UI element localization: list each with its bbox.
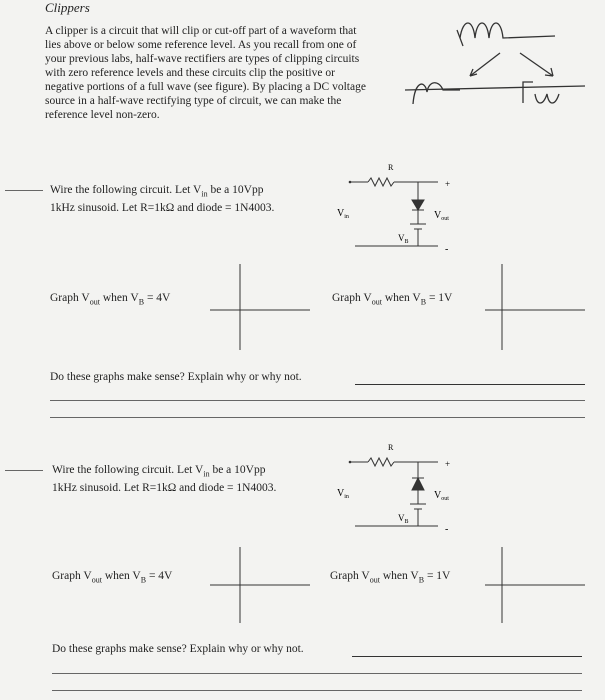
graph-axes-vb-4v-1 [205,262,315,352]
graph-label-vb-1v-1: Graph $V_{out}$ when $V_B = 1V$ [332,292,453,307]
circuit-diagram-2 [330,440,470,535]
question-2: Do these graphs make sense? Explain why or why not. [52,643,304,655]
question-1: Do these graphs make sense? Explain why or why not. [50,371,302,383]
graph-axes-vb-4v-2 [205,545,315,625]
graph-label-vb-1v-2: Graph $V_{out}$ when $V_B = 1V$ [330,570,451,585]
svg-text:-: - [445,524,449,535]
section2-instruction: Wire the following circuit. Let $V_{in}$ be a 10Vpp 1kHz sinusoid. Let R=1kΩ and diode = 1N4003. [52,464,277,495]
intro-paragraph: A clipper is a circuit that will clip or cut-off part of a waveform that lies above or below some reference level. As you recall from one of your previous labs, half-wave rectifiers are types of clipping circuits with zero reference levels and these circuits clip the positive or negative portions of a full wave (see figure). By placing a DC voltage source in a half-wave rectifying type of circuit, we can make the reference level non-zero. [45,25,366,121]
page-title: Clippers [45,0,90,15]
graph-label-vb-4v-2: Graph $V_{out}$ when $V_B = 4V$ [52,570,173,585]
graph-label-vb-4v-1: Graph $V_{out}$ when $V_B = 4V$ [50,292,171,307]
circuit-diagram-1 [330,160,470,255]
svg-text:R: R [388,163,394,172]
vb-label: $V_B$ [398,233,409,245]
svg-text:VB: $V_B$ [398,513,409,525]
vin-label: $V_{in}$ [337,208,349,220]
vout-label: $V_{out}$ [434,210,449,222]
graph-axes-vb-1v-2 [480,545,590,625]
svg-text:Vout: $V_{out}$ [434,490,449,502]
svg-text:R: R [388,443,394,452]
svg-text:+: + [445,459,451,469]
svg-text:+: + [445,179,451,189]
handwritten-waveform-sketch [405,8,600,123]
section1-instruction: Wire the following circuit. Let $V_{in}$ be a 10Vpp 1kHz sinusoid. Let R=1kΩ and diode = 1N4003. [50,184,275,215]
svg-text:Vin: $V_{in}$ [337,488,349,500]
graph-axes-vb-1v-1 [480,262,590,352]
svg-text:-: - [445,244,449,255]
